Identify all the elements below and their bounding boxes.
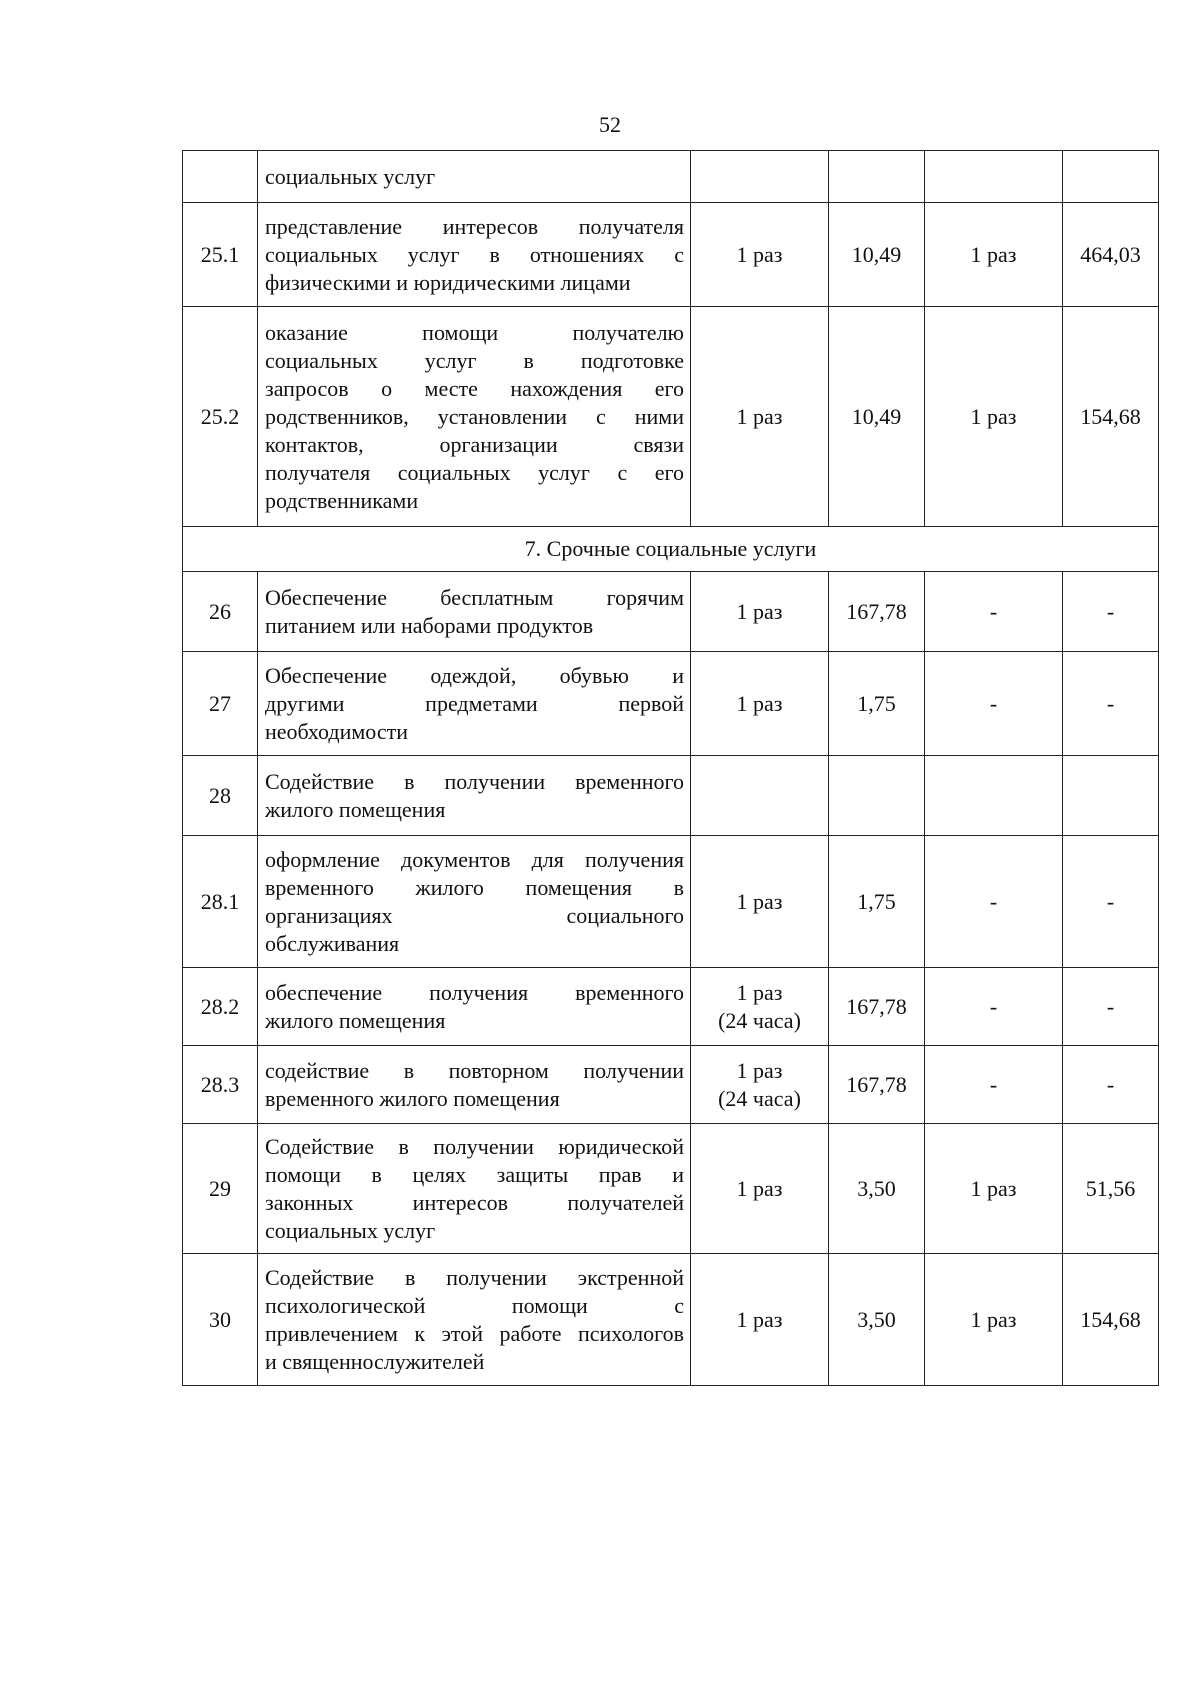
description-line: и священнослужителей xyxy=(265,1348,485,1374)
service-description xyxy=(258,151,691,203)
frequency-cell: 1 раз xyxy=(691,652,829,756)
row-number: 25.2 xyxy=(183,307,258,527)
description-line: содействие в повторном получении xyxy=(265,1057,684,1083)
service-description xyxy=(258,1254,691,1386)
table-row xyxy=(183,1046,1159,1124)
frequency-cell: 1 раз xyxy=(691,1124,829,1254)
service-description xyxy=(258,1124,691,1254)
description-line: социальных услуг xyxy=(265,1217,436,1243)
cost-cell: 464,03 xyxy=(1063,203,1159,307)
frequency-cell: 1 раз xyxy=(691,1254,829,1386)
frequency-line: 1 раз xyxy=(736,979,783,1005)
volume-cell: - xyxy=(925,572,1063,652)
table-body xyxy=(183,151,1159,1386)
cost-cell: - xyxy=(1063,1046,1159,1124)
cost-cell: 154,68 xyxy=(1063,307,1159,527)
service-description xyxy=(258,572,691,652)
cost-cell: - xyxy=(1063,572,1159,652)
frequency-line: 1 раз xyxy=(736,1057,783,1083)
volume-cell: 1 раз xyxy=(925,307,1063,527)
row-number xyxy=(183,151,258,203)
tariff-cell: 1,75 xyxy=(829,836,925,968)
description-line: жилого помещения xyxy=(265,796,446,822)
description-line: представление интересов получателя xyxy=(265,213,684,239)
frequency-cell: 1 раз xyxy=(691,307,829,527)
table-row xyxy=(183,756,1159,836)
row-number: 30 xyxy=(183,1254,258,1386)
tariff-cell: 167,78 xyxy=(829,572,925,652)
volume-cell: 1 раз xyxy=(925,1124,1063,1254)
cost-cell: 154,68 xyxy=(1063,1254,1159,1386)
frequency-cell: 1 раз xyxy=(691,203,829,307)
frequency-cell xyxy=(691,1046,829,1124)
description-line: психологической помощи с xyxy=(265,1292,684,1318)
table-row xyxy=(183,968,1159,1046)
frequency-cell xyxy=(691,151,829,203)
table-row xyxy=(183,307,1159,527)
tariff-cell: 3,50 xyxy=(829,1124,925,1254)
description-line: временного жилого помещения xyxy=(265,1085,560,1111)
row-number: 28.1 xyxy=(183,836,258,968)
description-line: временного жилого помещения в xyxy=(265,874,684,900)
volume-cell: 1 раз xyxy=(925,1254,1063,1386)
tariff-cell xyxy=(829,151,925,203)
tariff-cell: 3,50 xyxy=(829,1254,925,1386)
description-line: жилого помещения xyxy=(265,1007,446,1033)
frequency-line: (24 часа) xyxy=(718,1007,801,1033)
cost-cell: 51,56 xyxy=(1063,1124,1159,1254)
table-row xyxy=(183,151,1159,203)
description-line: Содействие в получении юридической xyxy=(265,1133,684,1159)
description-line: оказание помощи получателю xyxy=(265,319,684,345)
description-line: обслуживания xyxy=(265,930,400,956)
description-line: запросов о месте нахождения его xyxy=(265,375,684,401)
description-line: законных интересов получателей xyxy=(265,1189,684,1215)
description-line: помощи в целях защиты прав и xyxy=(265,1161,684,1187)
cost-cell xyxy=(1063,756,1159,836)
description-line: получателя социальных услуг с его xyxy=(265,459,684,485)
frequency-cell xyxy=(691,756,829,836)
service-description xyxy=(258,307,691,527)
description-line: контактов, организации связи xyxy=(265,431,684,457)
service-description xyxy=(258,1046,691,1124)
volume-cell: 1 раз xyxy=(925,203,1063,307)
description-line: Содействие в получении временного xyxy=(265,768,684,794)
tariff-cell xyxy=(829,756,925,836)
services-table xyxy=(182,150,1159,1386)
description-line: родственников, установлении с ними xyxy=(265,403,684,429)
table-row xyxy=(183,572,1159,652)
table-row xyxy=(183,1124,1159,1254)
row-number: 26 xyxy=(183,572,258,652)
row-number: 25.1 xyxy=(183,203,258,307)
cost-cell: - xyxy=(1063,968,1159,1046)
table-row xyxy=(183,203,1159,307)
description-line: Содействие в получении экстренной xyxy=(265,1264,684,1290)
frequency-cell xyxy=(691,968,829,1046)
service-description xyxy=(258,968,691,1046)
frequency-line: (24 часа) xyxy=(718,1085,801,1111)
volume-cell: - xyxy=(925,836,1063,968)
tariff-cell: 167,78 xyxy=(829,1046,925,1124)
description-line: оформление документов для получения xyxy=(265,846,684,872)
row-number: 28 xyxy=(183,756,258,836)
tariff-cell: 10,49 xyxy=(829,307,925,527)
frequency-cell: 1 раз xyxy=(691,836,829,968)
tariff-cell: 167,78 xyxy=(829,968,925,1046)
service-description xyxy=(258,203,691,307)
row-number: 27 xyxy=(183,652,258,756)
row-number: 28.2 xyxy=(183,968,258,1046)
service-description xyxy=(258,836,691,968)
description-line: родственниками xyxy=(265,487,419,513)
table-row xyxy=(183,1254,1159,1386)
cost-cell xyxy=(1063,151,1159,203)
description-line: питанием или наборами продуктов xyxy=(265,612,594,638)
description-line: социальных услуг в отношениях с xyxy=(265,241,684,267)
row-number: 29 xyxy=(183,1124,258,1254)
section-title: 7. Срочные социальные услуги xyxy=(183,527,1159,572)
tariff-cell: 10,49 xyxy=(829,203,925,307)
description-line: Обеспечение бесплатным горячим xyxy=(265,584,684,610)
description-line: Обеспечение одеждой, обувью и xyxy=(265,662,684,688)
description-line: другими предметами первой xyxy=(265,690,684,716)
volume-cell: - xyxy=(925,968,1063,1046)
page-number: 52 xyxy=(599,112,621,137)
description-line: необходимости xyxy=(265,718,409,744)
section-row xyxy=(183,527,1159,572)
description-line: привлечением к этой работе психологов xyxy=(265,1320,684,1346)
volume-cell: - xyxy=(925,1046,1063,1124)
frequency-cell: 1 раз xyxy=(691,572,829,652)
volume-cell xyxy=(925,756,1063,836)
table-row xyxy=(183,652,1159,756)
description-line: обеспечение получения временного xyxy=(265,979,684,1005)
description-line: организациях социального xyxy=(265,902,684,928)
volume-cell: - xyxy=(925,652,1063,756)
service-description xyxy=(258,756,691,836)
tariff-cell: 1,75 xyxy=(829,652,925,756)
cost-cell: - xyxy=(1063,836,1159,968)
service-description xyxy=(258,652,691,756)
volume-cell xyxy=(925,151,1063,203)
description-line: социальных услуг xyxy=(265,163,436,189)
description-line: физическими и юридическими лицами xyxy=(265,269,631,295)
table-row xyxy=(183,836,1159,968)
description-line: социальных услуг в подготовке xyxy=(265,347,684,373)
row-number: 28.3 xyxy=(183,1046,258,1124)
cost-cell: - xyxy=(1063,652,1159,756)
